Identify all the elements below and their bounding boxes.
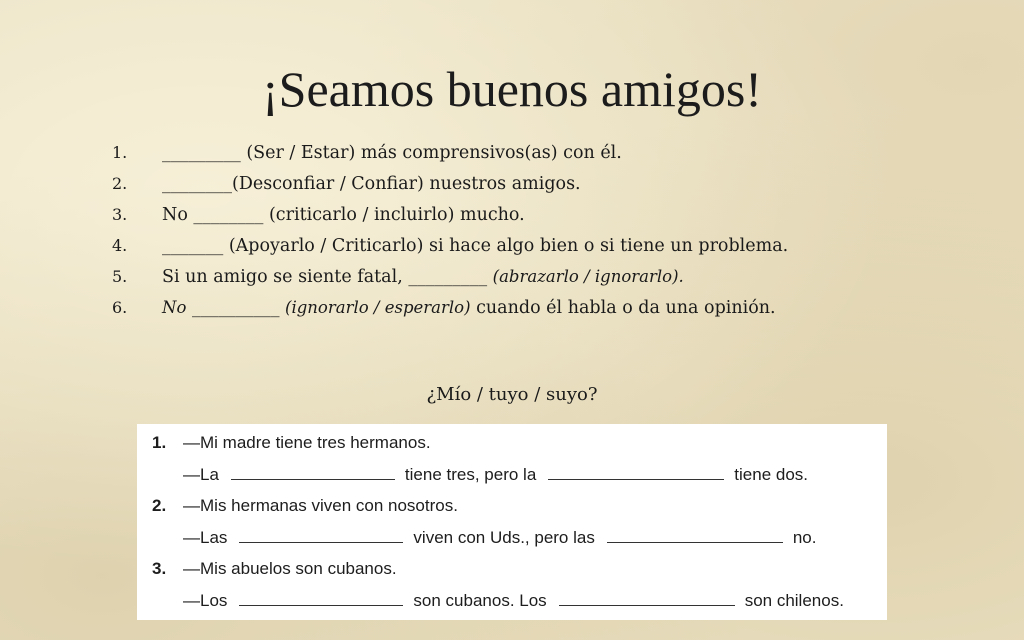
possessive-question: ¿Mío / tuyo / suyo? xyxy=(426,384,598,405)
exercise-item xyxy=(112,199,992,230)
slide-title: ¡Seamos buenos amigos! xyxy=(262,61,762,117)
exercise-item-text xyxy=(162,138,622,169)
workbook-row xyxy=(137,427,887,458)
answer-blank xyxy=(239,528,403,543)
workbook-row xyxy=(137,553,887,584)
workbook-text-start: —Mis hermanas viven con nosotros. xyxy=(183,496,458,515)
exercise-item-text xyxy=(162,261,684,293)
workbook-text-middle: tiene tres, pero la xyxy=(404,464,537,484)
answer-blank xyxy=(559,591,735,606)
exercise-italic-text: (abrazarlo / ignorarlo). xyxy=(492,267,684,286)
exercise-text-segment: _______ (Apoyarlo / Criticarlo) si hace algo bien o si tiene un problema. xyxy=(162,236,789,256)
exercise-list xyxy=(112,137,992,323)
exercise-item-text xyxy=(162,292,776,324)
workbook-row xyxy=(137,490,887,521)
workbook-text-end: son chilenos. xyxy=(744,590,844,610)
workbook-text-middle: son cubanos. Los xyxy=(413,590,547,610)
exercise-item-text xyxy=(162,231,788,262)
exercise-item xyxy=(112,137,992,168)
exercise-item-number: 2. xyxy=(112,174,128,193)
workbook-item-number: 3. xyxy=(152,559,167,578)
workbook-sentence xyxy=(183,427,431,458)
workbook-text-start: —Las xyxy=(183,527,228,547)
answer-blank xyxy=(239,591,403,606)
answer-blank xyxy=(607,528,783,543)
exercise-item xyxy=(112,292,992,323)
workbook-sentence xyxy=(183,585,844,616)
workbook-text-end: tiene dos. xyxy=(734,464,809,484)
exercise-text-segment: __________ xyxy=(186,298,286,318)
workbook-text-middle: viven con Uds., pero las xyxy=(413,527,595,547)
exercise-item-number: 4. xyxy=(112,236,128,255)
workbook-row xyxy=(137,459,887,490)
exercise-item-number: 5. xyxy=(112,267,128,286)
workbook-row xyxy=(137,522,887,553)
exercise-item xyxy=(112,168,992,199)
workbook-text-end: no. xyxy=(792,527,817,547)
workbook-sentence xyxy=(183,459,808,490)
workbook-sentence xyxy=(183,490,458,521)
answer-blank xyxy=(231,465,395,480)
exercise-item-number: 1. xyxy=(112,143,128,162)
workbook-row xyxy=(137,585,887,616)
exercise-text-segment: _________ (Ser / Estar) más comprensivos(as) con él. xyxy=(162,143,622,163)
exercise-text-segment: ________(Desconfiar / Confiar) nuestros amigos. xyxy=(162,174,581,194)
workbook-item-number: 1. xyxy=(152,433,167,452)
exercise-item-number: 6. xyxy=(112,298,128,317)
workbook-text-start: —La xyxy=(183,464,219,484)
exercise-text-segment: cuando él habla o da una opinión. xyxy=(470,298,776,318)
exercise-item xyxy=(112,230,992,261)
workbook-exercise-panel xyxy=(137,424,887,620)
workbook-sentence xyxy=(183,522,816,553)
workbook-item-number: 2. xyxy=(152,496,167,515)
exercise-text-segment: No ________ (criticarlo / incluirlo) mucho. xyxy=(162,205,525,225)
exercise-text-segment: Si un amigo se siente fatal, _________ xyxy=(162,267,493,287)
exercise-item xyxy=(112,261,992,292)
workbook-text-start: —Los xyxy=(183,590,228,610)
answer-blank xyxy=(548,465,724,480)
exercise-italic-text: (ignorarlo / esperarlo) xyxy=(285,298,471,317)
exercise-item-text xyxy=(162,169,581,200)
workbook-sentence xyxy=(183,553,397,584)
workbook-text-start: —Mi madre tiene tres hermanos. xyxy=(183,433,431,452)
exercise-italic-text: No xyxy=(162,298,187,317)
workbook-text-start: —Mis abuelos son cubanos. xyxy=(183,559,397,578)
exercise-item-text xyxy=(162,200,525,231)
exercise-item-number: 3. xyxy=(112,205,128,224)
